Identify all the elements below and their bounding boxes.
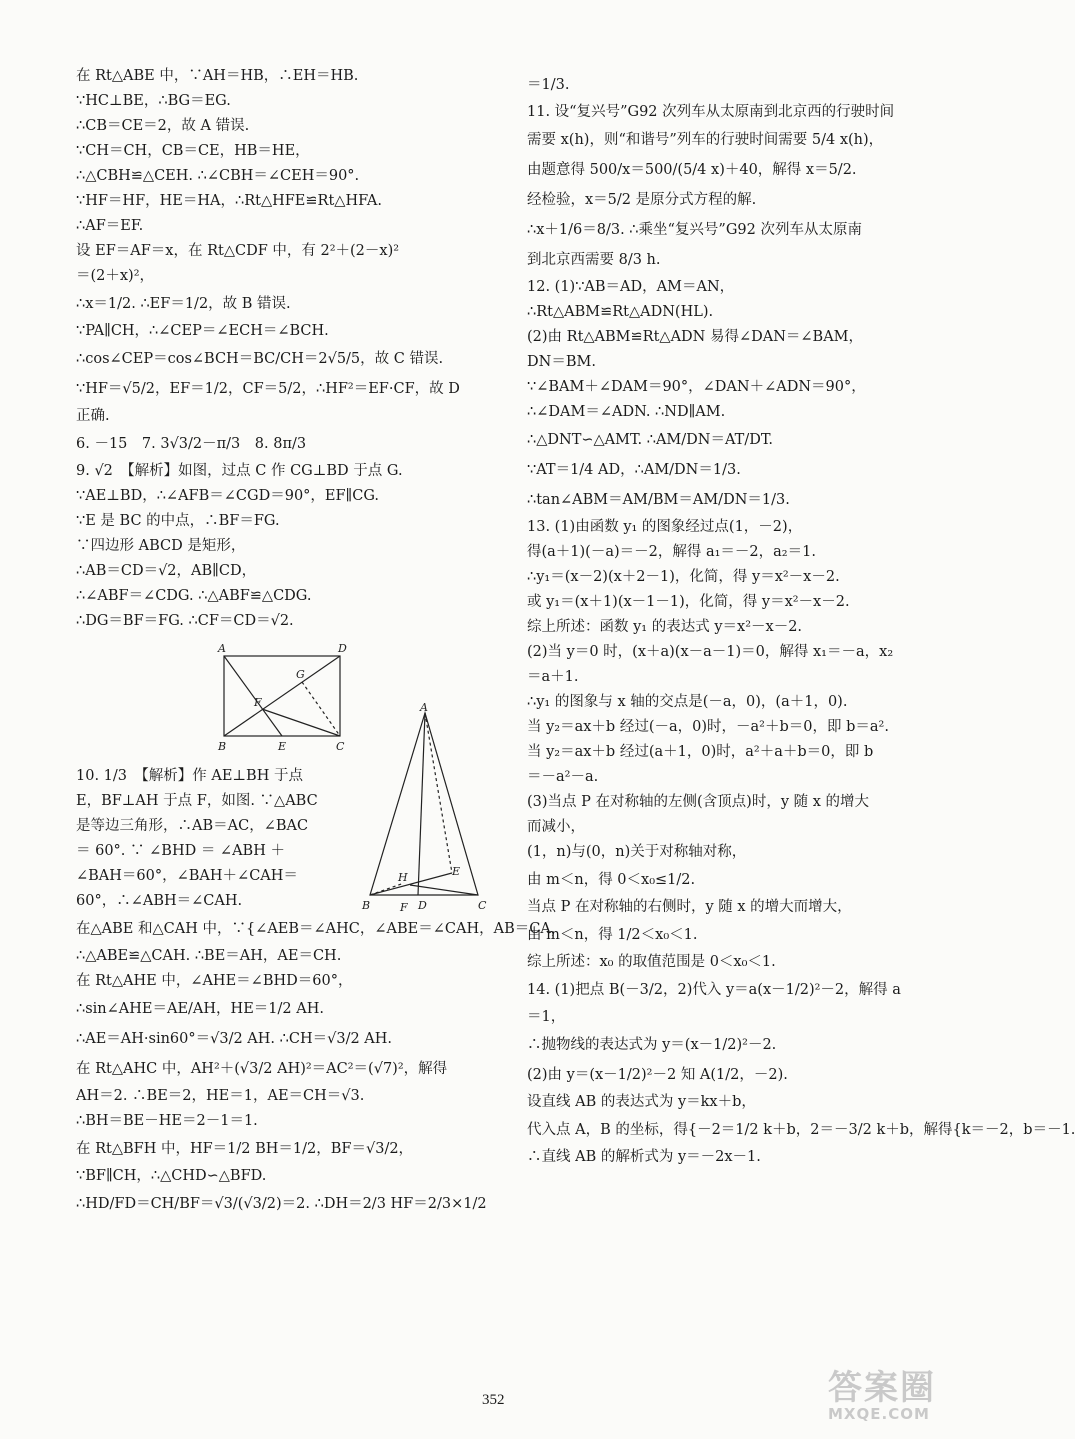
solution-line: 由题意得 500/x＝500/(5/4 x)＋40，解得 x＝5/2. xyxy=(527,162,857,178)
solution-line: 在 Rt△ABE 中，∵AH＝HB，∴EH＝HB. xyxy=(76,68,359,84)
solution-line: 当 y₂＝ax＋b 经过(－a，0)时，－a²＋b＝0，即 b＝a². xyxy=(527,719,889,735)
right-solution-lines xyxy=(527,72,1075,1168)
right-column xyxy=(527,72,1075,1172)
solution-line: ∴DG＝BF＝FG. ∴CF＝CD＝√2. xyxy=(76,613,294,629)
solution-line: ∴AF＝EF. xyxy=(76,218,144,234)
fig9-label: C xyxy=(336,740,345,753)
solution-line: 需要 x(h)，则“和谐号”列车的行驶时间需要 5/4 x(h)， xyxy=(527,132,884,148)
solution-line: ∴∠ABF＝∠CDG. ∴△ABF≌△CDG. xyxy=(76,588,312,604)
solution-line: 设 EF＝AF＝x，在 Rt△CDF 中，有 2²＋(2－x)² xyxy=(76,243,400,259)
solution-line: ∴AE＝AH·sin60°＝√3/2 AH. ∴CH＝√3/2 AH. xyxy=(76,1031,393,1047)
solution-line: ＝(2＋x)²， xyxy=(76,268,155,284)
solution-line: 11. 设“复兴号”G92 次列车从太原南到北京西的行驶时间 xyxy=(527,104,895,120)
fig9-label: E xyxy=(278,740,287,753)
fig9-label: A xyxy=(218,642,226,655)
fig9-label: D xyxy=(338,642,347,655)
solution-line: E，BF⊥AH 于点 F，如图. ∵△ABC xyxy=(76,793,318,809)
solution-line: 综上所述：x₀ 的取值范围是 0＜x₀＜1. xyxy=(527,954,776,970)
fig10-label: A xyxy=(420,701,428,714)
solution-line: 在 Rt△AHC 中，AH²＋(√3/2 AH)²＝AC²＝(√7)²，解得 xyxy=(76,1061,448,1077)
solution-line: 或 y₁＝(x＋1)(x－1－1)，化简，得 y＝x²－x－2. xyxy=(527,594,850,610)
solution-line: ∴x＝1/2. ∴EF＝1/2，故 B 错误. xyxy=(76,296,291,312)
page-number: 352 xyxy=(482,1392,505,1408)
solution-line: ∴△CBH≌△CEH. ∴∠CBH＝∠CEH＝90°. xyxy=(76,168,360,184)
figure-rectangle-abcd xyxy=(216,642,356,754)
solution-line: 设直线 AB 的表达式为 y＝kx＋b， xyxy=(527,1094,756,1110)
solution-line: DN＝BM. xyxy=(527,354,596,370)
solution-line: ∴HD/FD＝CH/BF＝√3/(√3/2)＝2. ∴DH＝2/3 HF＝2/3×1/2 xyxy=(76,1196,487,1212)
solution-line: 在 Rt△AHE 中，∠AHE＝∠BHD＝60°， xyxy=(76,973,353,989)
solution-line: ∴y₁＝(x－2)(x＋2－1)，化简，得 y＝x²－x－2. xyxy=(527,569,840,585)
solution-line: ∵∠BAM＋∠DAM＝90°，∠DAN＋∠ADN＝90°， xyxy=(527,379,866,395)
solution-line: ∴y₁ 的图象与 x 轴的交点是(－a，0)，(a＋1，0). xyxy=(527,694,848,710)
solution-line: (2)当 y＝0 时，(x＋a)(x－a－1)＝0，解得 x₁＝－a，x₂ xyxy=(527,644,894,660)
fig10-label: H xyxy=(398,871,408,884)
solution-line: ∵四边形 ABCD 是矩形， xyxy=(76,538,246,554)
solution-line: ∵AT＝1/4 AD，∴AM/DN＝1/3. xyxy=(527,462,741,478)
solution-line: ∴△DNT∽△AMT. ∴AM/DN＝AT/DT. xyxy=(527,432,773,448)
solution-line: 当 y₂＝ax＋b 经过(a＋1，0)时，a²＋a＋b＝0，即 b xyxy=(527,744,874,760)
solution-line: ∴CB＝CE＝2，故 A 错误. xyxy=(76,118,250,134)
solution-line: ∵E 是 BC 的中点，∴BF＝FG. xyxy=(76,513,280,529)
solution-line: ＝a＋1. xyxy=(527,669,579,685)
fig10-label: D xyxy=(418,899,427,912)
fig10-label: F xyxy=(400,901,408,914)
solution-line: ∴∠DAM＝∠ADN. ∴ND∥AM. xyxy=(527,404,726,420)
fig10-label: C xyxy=(478,899,487,912)
solution-line: ∴Rt△ABM≌Rt△ADN(HL). xyxy=(527,304,714,320)
solution-line: ∵HC⊥BE，∴BG＝EG. xyxy=(76,93,231,109)
solution-line: 13. (1)由函数 y₁ 的图象经过点(1，－2)， xyxy=(527,519,803,535)
solution-line: ∵CH＝CH，CB＝CE，HB＝HE， xyxy=(76,143,310,159)
solution-line: ∴抛物线的表达式为 y＝(x－1/2)²－2. xyxy=(527,1037,777,1053)
solution-line: 是等边三角形，∴AB＝AC，∠BAC xyxy=(76,818,309,834)
solution-line: (2)由 y＝(x－1/2)²－2 知 A(1/2，－2). xyxy=(527,1067,788,1083)
solution-line: 代入点 A，B 的坐标，得{－2＝1/2 k＋b，2＝－3/2 k＋b，解得{k＝－2，b＝－1. xyxy=(527,1122,1075,1138)
solution-line: ∴BH＝BE－HE＝2－1＝1. xyxy=(76,1113,258,1129)
solution-line: ∵PA∥CH，∴∠CEP＝∠ECH＝∠BCH. xyxy=(76,323,329,339)
solution-line: ∴sin∠AHE＝AE/AH，HE＝1/2 AH. xyxy=(76,1001,324,1017)
solution-line: ∴△ABE≌△CAH. ∴BE＝AH，AE＝CH. xyxy=(76,948,342,964)
solution-line: 得(a＋1)(－a)＝－2，解得 a₁＝－2，a₂＝1. xyxy=(527,544,816,560)
solution-line: 12. (1)∵AB＝AD，AM＝AN， xyxy=(527,279,735,295)
solution-line: ＝－a²－a. xyxy=(527,769,599,785)
fig10-label: B xyxy=(362,899,371,912)
solution-line: ＝1/3. xyxy=(527,77,570,93)
solution-line: ∴tan∠ABM＝AM/BM＝AM/DN＝1/3. xyxy=(527,492,790,508)
solution-line: ∴x＋1/6＝8/3. ∴乘坐“复兴号”G92 次列车从太原南 xyxy=(527,222,862,238)
solution-line: 到北京西需要 8/3 h. xyxy=(527,252,661,268)
solution-line: ∵HF＝√5/2，EF＝1/2，CF＝5/2，∴HF²＝EF·CF，故 D xyxy=(76,381,460,397)
solution-line: (2)由 Rt△ABM≌Rt△ADN 易得∠DAN＝∠BAM， xyxy=(527,329,864,345)
solution-line: 经检验，x＝5/2 是原分式方程的解. xyxy=(527,192,757,208)
solution-line: 60°，∴∠ABH＝∠CAH. xyxy=(76,893,243,909)
fig9-label: B xyxy=(218,740,227,753)
solution-line: ∴AB＝CD＝√2，AB∥CD， xyxy=(76,563,257,579)
solution-line: 由 m＜n，得 0＜x₀≤1/2. xyxy=(527,872,696,888)
solution-line: ∵AE⊥BD，∴∠AFB＝∠CGD＝90°，EF∥CG. xyxy=(76,488,380,504)
figure-equilateral-triangle xyxy=(360,701,490,915)
solution-line: ∵BF∥CH，∴△CHD∽△BFD. xyxy=(76,1168,267,1184)
solution-line: AH＝2. ∴BE＝2，HE＝1，AE＝CH＝√3. xyxy=(76,1088,365,1104)
solution-line: 在 Rt△BFH 中，HF＝1/2 BH＝1/2，BF＝√3/2， xyxy=(76,1141,414,1157)
solution-line: (1，n)与(0，n)关于对称轴对称， xyxy=(527,844,747,860)
solution-line: 由 m＜n，得 1/2＜x₀＜1. xyxy=(527,927,698,943)
solution-line: 9. √2 【解析】如图，过点 C 作 CG⊥BD 于点 G. xyxy=(76,463,403,479)
solution-line: 综上所述：函数 y₁ 的表达式 y＝x²－x－2. xyxy=(527,619,803,635)
solution-line: ∵HF＝HF，HE＝HA，∴Rt△HFE≌Rt△HFA. xyxy=(76,193,382,209)
watermark-url: MXQE.COM xyxy=(828,1405,930,1423)
solution-line: 当点 P 在对称轴的右侧时，y 随 x 的增大而增大， xyxy=(527,899,852,915)
solution-line: 10. 1/3 【解析】作 AE⊥BH 于点 xyxy=(76,768,303,784)
left-solution-lines xyxy=(76,66,486,632)
fig9-label: F xyxy=(254,696,262,709)
solution-line: ∴直线 AB 的解析式为 y＝－2x－1. xyxy=(527,1149,761,1165)
solution-line: ＝1， xyxy=(527,1009,566,1025)
fig9-label: G xyxy=(296,668,305,681)
solution-line: ＝ 60°. ∵ ∠BHD ＝ ∠ABH ＋ xyxy=(76,843,285,859)
watermark-logo xyxy=(828,1360,988,1430)
solution-line: 在△ABE 和△CAH 中，∵{∠AEB＝∠AHC，∠ABE＝∠CAH，AB＝CA， xyxy=(76,921,566,937)
solution-line: 14. (1)把点 B(－3/2，2)代入 y＝a(x－1/2)²－2，解得 a xyxy=(527,982,901,998)
solution-line: ∴cos∠CEP＝cos∠BCH＝BC/CH＝2√5/5，故 C 错误. xyxy=(76,351,444,367)
solution-line: 而减小， xyxy=(527,819,585,835)
watermark-text: 答案圈 xyxy=(828,1368,936,1408)
solution-line: (3)当点 P 在对称轴的左侧(含顶点)时，y 随 x 的增大 xyxy=(527,794,870,810)
fig10-label: E xyxy=(452,865,461,878)
solution-line: ∠BAH＝60°，∠BAH＋∠CAH＝ xyxy=(76,868,298,884)
solution-line: 正确. xyxy=(76,408,110,424)
solution-line: 6. －15 7. 3√3/2－π/3 8. 8π/3 xyxy=(76,436,307,452)
